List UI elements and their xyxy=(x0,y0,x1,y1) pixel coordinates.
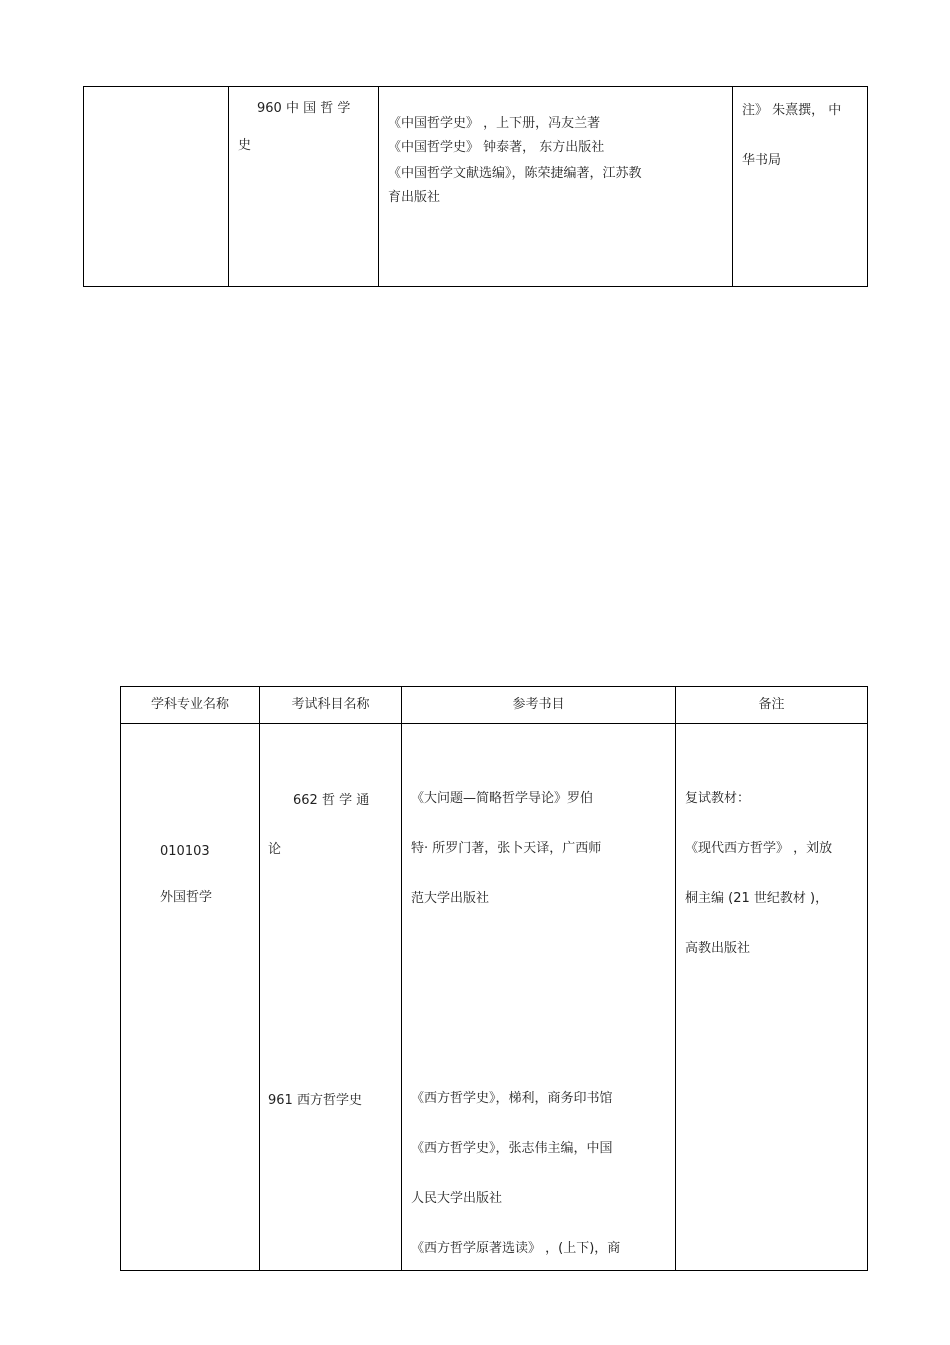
book-line: 特· 所罗门著，张卜天译，广西师 xyxy=(411,841,602,856)
subject2: 961 西方哲学史 xyxy=(268,1093,362,1108)
note-line: 复试教材： xyxy=(685,791,751,806)
book-line: 《西方哲学史》，梯利，商务印书馆 xyxy=(411,1091,613,1106)
header-major: 学科专业名称 xyxy=(150,697,229,712)
table-bottom-divider-3 xyxy=(675,686,676,1271)
table-bottom-border-left xyxy=(120,686,121,1271)
table-top-border-right xyxy=(867,86,868,287)
note-line: 高教出版社 xyxy=(685,941,751,956)
book-line: 《西方哲学史》，张志伟主编，中国 xyxy=(411,1141,613,1156)
table-top-divider-1 xyxy=(228,86,229,287)
header-notes: 备注 xyxy=(758,697,785,712)
book-line: 《中国哲学史》 ，上下册，冯友兰著 xyxy=(388,116,601,131)
book-line: 育出版社 xyxy=(388,190,441,205)
book-line: 《中国哲学文献选编》，陈荣捷编著，江苏教 xyxy=(388,166,642,181)
book-line: 《大问题—简略哲学导论》罗伯 xyxy=(411,791,594,806)
note-line1: 注》 朱熹撰， 中 xyxy=(742,103,842,118)
note-line: 桐主编 (21 世纪教材 )， xyxy=(685,891,829,906)
table-bottom-border-right xyxy=(867,686,868,1271)
subject1-line2: 论 xyxy=(268,842,282,857)
book-line: 《西方哲学原著选读》 ，(上下)，商 xyxy=(411,1241,621,1256)
table-bottom-header-divider xyxy=(120,723,868,724)
header-reference-books: 参考书目 xyxy=(512,697,565,712)
table-top-divider-3 xyxy=(732,86,733,287)
table-bottom-border-bottom xyxy=(120,1270,868,1271)
major-name: 外国哲学 xyxy=(160,890,213,905)
note-line2: 华书局 xyxy=(742,153,782,168)
table-bottom-divider-2 xyxy=(401,686,402,1271)
book-line: 人民大学出版社 xyxy=(411,1191,503,1206)
table-top-border-top xyxy=(83,86,868,87)
header-exam-subject: 考试科目名称 xyxy=(291,697,370,712)
note-line: 《现代西方哲学》 ，刘放 xyxy=(685,841,833,856)
major-code: 010103 xyxy=(160,844,210,859)
table-bottom-border-top xyxy=(120,686,868,687)
subject1-line1: 662 哲 学 通 xyxy=(293,793,370,808)
table-top-divider-2 xyxy=(378,86,379,287)
subject-line1: 960 中 国 哲 学 xyxy=(257,101,351,116)
table-top-border-left xyxy=(83,86,84,287)
table-bottom-divider-1 xyxy=(259,686,260,1271)
book-line: 《中国哲学史》 钟泰著， 东方出版社 xyxy=(388,140,605,155)
subject-line2: 史 xyxy=(238,138,252,153)
book-line: 范大学出版社 xyxy=(411,891,490,906)
table-top-border-bottom xyxy=(83,286,868,287)
